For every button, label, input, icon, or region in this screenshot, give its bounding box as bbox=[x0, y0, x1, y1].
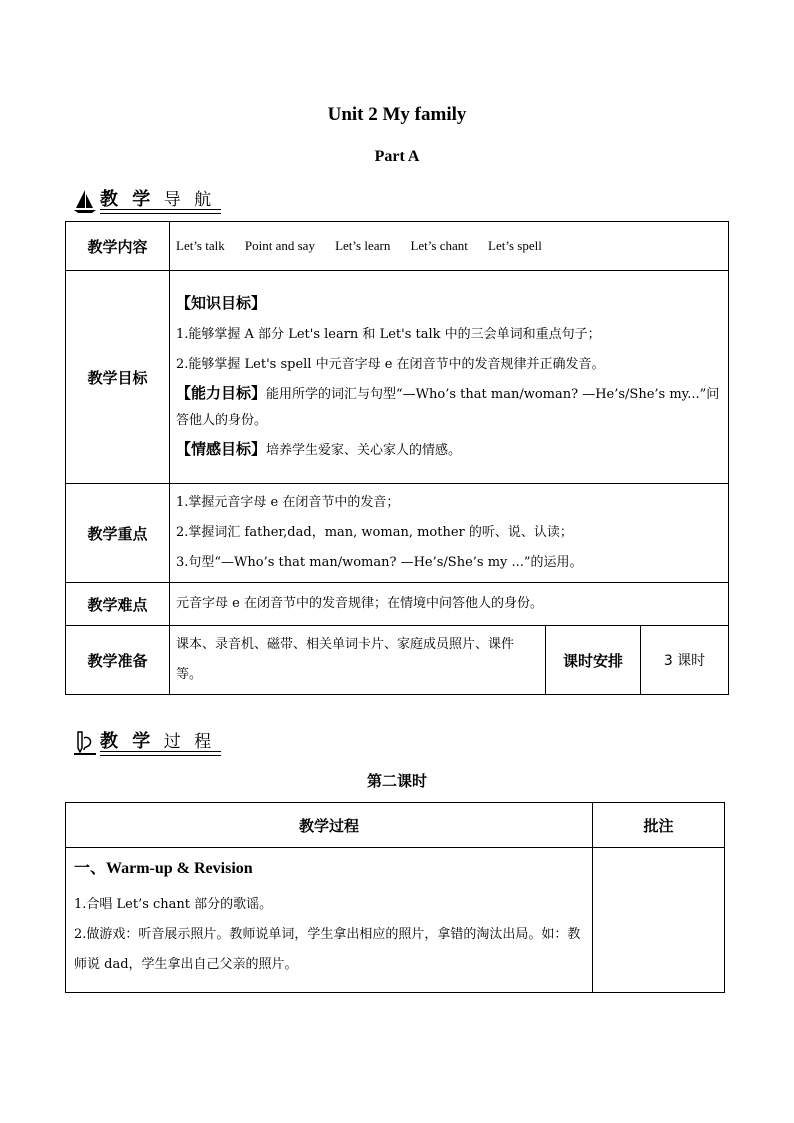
schedule-value: 3 课时 bbox=[641, 626, 729, 695]
key-point: 2.掌握词汇 father,dad，man, woman, mother 的听、说、认读； bbox=[176, 525, 573, 540]
content-item: Let’s learn bbox=[335, 237, 391, 253]
difficulty-label: 教学难点 bbox=[66, 583, 170, 626]
banner-label-bold: 教 学 bbox=[100, 189, 155, 210]
column-header-notes: 批注 bbox=[593, 803, 725, 848]
knowledge-item: 1.能够掌握 A 部分 Let's learn 和 Let's talk 中的三会单词和重点句子； bbox=[176, 327, 601, 342]
table-row bbox=[66, 222, 729, 271]
content-item: Let’s spell bbox=[488, 237, 542, 253]
step-title: 一、Warm-up & Revision bbox=[74, 860, 253, 877]
content-label: 教学内容 bbox=[66, 222, 170, 271]
table-row bbox=[66, 626, 729, 695]
step-item: 2.做游戏：听音展示照片。教师说单词，学生拿出相应的照片，拿错的淘汰出局。如：教师说 dad，学生拿出自己父亲的照片。 bbox=[74, 927, 581, 972]
banner-label: 导 航 bbox=[163, 190, 216, 210]
content-item: Point and say bbox=[244, 237, 315, 253]
emotion-heading: 【情感目标】 bbox=[176, 440, 267, 458]
content-item: Let’s talk bbox=[176, 237, 225, 253]
lesson-period-title: 第二课时 bbox=[366, 772, 427, 790]
key-points-cell bbox=[170, 484, 729, 583]
banner-label: 过 程 bbox=[163, 732, 216, 752]
content-items bbox=[170, 222, 729, 271]
section-banner-guide bbox=[72, 184, 215, 214]
ability-heading: 【能力目标】 bbox=[176, 384, 267, 402]
document-subtitle: Part A bbox=[374, 148, 420, 165]
key-point: 1.掌握元音字母 e 在闭音节中的发音； bbox=[176, 495, 400, 510]
column-header-process: 教学过程 bbox=[66, 803, 593, 848]
emotion-text: 培养学生爱家、关心家人的情感。 bbox=[266, 443, 462, 458]
prep-label: 教学准备 bbox=[66, 626, 170, 695]
key-point: 3.句型“—Who’s that man/woman? —He’s/She’s my ...”的运用。 bbox=[176, 555, 583, 570]
key-points-label: 教学重点 bbox=[66, 484, 170, 583]
table-header-row bbox=[66, 803, 725, 848]
objectives-label: 教学目标 bbox=[66, 271, 170, 484]
pencil-icon bbox=[72, 730, 98, 756]
document-title: Unit 2 My family bbox=[327, 104, 467, 125]
banner-label-bold: 教 学 bbox=[100, 731, 155, 752]
step-item: 1.合唱 Let’s chant 部分的歌谣。 bbox=[74, 897, 273, 912]
process-table bbox=[65, 802, 725, 993]
schedule-label: 课时安排 bbox=[546, 626, 641, 695]
knowledge-item: 2.能够掌握 Let's spell 中元音字母 e 在闭音节中的发音规律并正确发音。 bbox=[176, 357, 605, 372]
knowledge-heading: 【知识目标】 bbox=[176, 294, 267, 312]
process-step-cell bbox=[66, 848, 593, 993]
table-row bbox=[66, 583, 729, 626]
section-banner-process bbox=[72, 726, 215, 756]
table-row bbox=[66, 848, 725, 993]
ability-text: 能用所学的词汇与句型“—Who’s that man/woman? —He’s/She’s my...”问答他人的身份。 bbox=[176, 387, 720, 428]
table-row bbox=[66, 271, 729, 484]
objectives-cell bbox=[170, 271, 729, 484]
table-row bbox=[66, 484, 729, 583]
prep-text: 课本、录音机、磁带、相关单词卡片、家庭成员照片、课件等。 bbox=[170, 626, 546, 695]
lesson-plan-table bbox=[65, 221, 729, 695]
notes-cell bbox=[593, 848, 725, 993]
content-item: Let’s chant bbox=[410, 237, 468, 253]
sailboat-icon bbox=[72, 188, 98, 214]
difficulty-text: 元音字母 e 在闭音节中的发音规律；在情境中问答他人的身份。 bbox=[170, 583, 729, 626]
